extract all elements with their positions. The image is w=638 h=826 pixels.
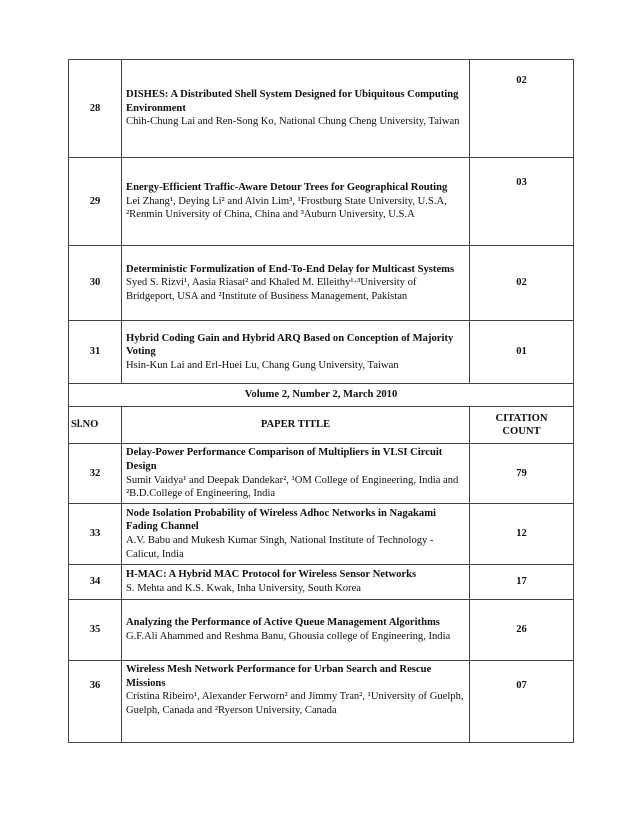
table-row bbox=[69, 661, 574, 743]
volume-heading-row bbox=[69, 384, 574, 407]
paper-title: Analyzing the Performance of Active Queue Management Algorithms bbox=[126, 617, 440, 629]
citation-count: 03 bbox=[470, 158, 574, 246]
table-row bbox=[69, 60, 574, 158]
table-row bbox=[69, 321, 574, 384]
citation-count: 01 bbox=[470, 321, 574, 384]
paper-authors: Sumit Vaidya¹ and Deepak Dandekar², ¹OM College of Engineering, India and ²B.D.College of Engineering, India bbox=[126, 474, 459, 500]
paper-title: Deterministic Formulization of End-To-End Delay for Multicast Systems bbox=[126, 263, 455, 275]
paper-cell bbox=[122, 444, 470, 504]
row-number: 35 bbox=[69, 600, 122, 661]
paper-authors: Cristina Ribeiro¹, Alexander Ferworn² and Jimmy Tran², ¹University of Guelph, Guelph, Canada and ²Ryerson University, Canada bbox=[126, 691, 464, 716]
table-row bbox=[69, 246, 574, 321]
header-slno: Sl.NO bbox=[69, 407, 122, 444]
table-row bbox=[69, 504, 574, 565]
paper-cell bbox=[122, 246, 470, 321]
citation-count: 02 bbox=[470, 246, 574, 321]
paper-authors: Lei Zhang¹, Deying Li² and Alvin Lim³, ¹Frostburg State University, U.S.A, ²Renmin University of China, China and ³Auburn University, U.S.A bbox=[126, 195, 447, 221]
paper-title: Wireless Mesh Network Performance for Urban Search and Rescue Missions bbox=[126, 664, 432, 689]
paper-cell bbox=[122, 600, 470, 661]
row-number: 29 bbox=[69, 158, 122, 246]
table-row bbox=[69, 565, 574, 600]
paper-cell bbox=[122, 504, 470, 565]
citation-count: 26 bbox=[470, 600, 574, 661]
paper-title: Energy-Efficient Traffic-Aware Detour Trees for Geographical Routing bbox=[126, 182, 448, 194]
citation-count: 02 bbox=[470, 60, 574, 158]
paper-title: Node Isolation Probability of Wireless Adhoc Networks in Nagakami Fading Channel bbox=[126, 507, 436, 533]
paper-title: H-MAC: A Hybrid MAC Protocol for Wireless Sensor Networks bbox=[126, 569, 417, 581]
paper-authors: Chih-Chung Lai and Ren-Song Ko, National Chung Cheng University, Taiwan bbox=[126, 116, 460, 128]
paper-cell bbox=[122, 158, 470, 246]
citation-count: 17 bbox=[470, 565, 574, 600]
citation-count: 12 bbox=[470, 504, 574, 565]
header-citation-line1: CITATION bbox=[495, 413, 548, 424]
row-number: 32 bbox=[69, 444, 122, 504]
paper-authors: A.V. Babu and Mukesh Kumar Singh, National Institute of Technology - Calicut, India bbox=[126, 535, 434, 560]
row-number: 34 bbox=[69, 565, 122, 600]
row-number: 36 bbox=[69, 661, 122, 743]
paper-title: Delay-Power Performance Comparison of Multipliers in VLSI Circuit Design bbox=[126, 447, 443, 472]
paper-title: Hybrid Coding Gain and Hybrid ARQ Based on Conception of Majority Voting bbox=[126, 332, 454, 358]
row-number: 30 bbox=[69, 246, 122, 321]
header-paper-title: PAPER TITLE bbox=[122, 407, 470, 444]
paper-cell bbox=[122, 661, 470, 743]
paper-authors: S. Mehta and K.S. Kwak, Inha University, South Korea bbox=[126, 583, 361, 594]
table-header bbox=[69, 407, 574, 444]
paper-cell bbox=[122, 60, 470, 158]
header-citation-line2: COUNT bbox=[502, 426, 541, 437]
row-number: 33 bbox=[69, 504, 122, 565]
citation-count: 79 bbox=[470, 444, 574, 504]
header-citation-count bbox=[470, 407, 574, 444]
volume-heading: Volume 2, Number 2, March 2010 bbox=[69, 384, 574, 407]
paper-cell bbox=[122, 565, 470, 600]
paper-title: DISHES: A Distributed Shell System Designed for Ubiquitous Computing Environment bbox=[126, 89, 459, 114]
row-number: 28 bbox=[69, 60, 122, 158]
paper-authors: G.F.Ali Ahammed and Reshma Banu, Ghousia college of Engineering, India bbox=[126, 631, 451, 642]
paper-authors: Hsin-Kun Lai and Erl-Huei Lu, Chang Gung University, Taiwan bbox=[126, 359, 399, 371]
paper-cell bbox=[122, 321, 470, 384]
row-number: 31 bbox=[69, 321, 122, 384]
citation-count: 07 bbox=[470, 661, 574, 743]
table-row bbox=[69, 444, 574, 504]
table-row bbox=[69, 600, 574, 661]
citation-table bbox=[68, 59, 574, 743]
paper-authors: Syed S. Rizvi¹, Aasia Riasat² and Khaled M. Elleithy¹·³University of Bridgeport, USA and ²Institute of Business Management, Pakistan bbox=[126, 277, 417, 302]
table-row bbox=[69, 158, 574, 246]
